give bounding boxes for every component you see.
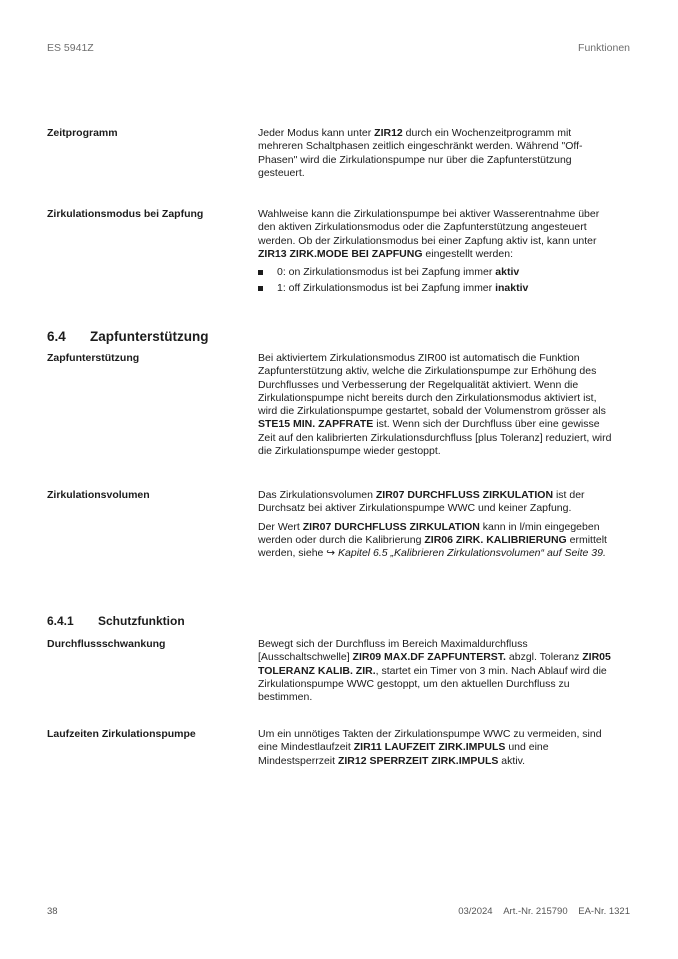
margin-label: Zirkulationsmodus bei Zapfung (47, 208, 204, 220)
paragraph: Bei aktiviertem Zirkulationsmodus ZIR00 ist automatisch die Funktion Zapfunterstützung aktiv, welche die Zirkulationspumpe zur Erhöhung des Durchflusses und Verbesserung der Regelqualität aktiviert. Wenn die Zirkulationspumpe nicht bereits durch den Zirkulationsmodus aktiviert ist, wird die Zirkulationspumpe gestartet, sobald der Volumenstrom grösser als STE15 MIN. ZAPFRATE ist. Wenn sich der Durchfluss über eine gewisse Zeit auf den kalibrierten Zirkulationsdurchfluss [plus Toleranz] reduziert, wird die Zirkulationspumpe wieder gestoppt. (258, 352, 612, 458)
page-header (47, 42, 630, 54)
section-title: Schutzfunktion (98, 614, 185, 628)
section-number: 6.4 (47, 329, 66, 344)
row-zirkulationsmodus (47, 208, 630, 299)
section-number: 6.4.1 (47, 614, 74, 628)
section-title: Zapfunterstützung (90, 329, 209, 344)
footer-ea-number: EA-Nr. 1321 (578, 906, 630, 917)
header-section-title: Funktionen (578, 42, 630, 54)
row-durchflussschwankung (47, 638, 630, 704)
row-content (258, 208, 613, 299)
bullet-square-icon (258, 286, 263, 291)
row-zirkulationsvolumen (47, 489, 630, 560)
margin-label: Zirkulationsvolumen (47, 489, 150, 501)
margin-label: Durchflussschwankung (47, 638, 166, 650)
list-item (258, 266, 613, 279)
section-heading-6-4 (47, 329, 208, 344)
margin-label: Zeitprogramm (47, 127, 118, 139)
footer-date: 03/2024 (458, 906, 493, 917)
margin-label: Zapfunterstützung (47, 352, 140, 364)
section-heading-6-4-1 (47, 614, 185, 628)
footer-article-number: Art.-Nr. 215790 (503, 906, 568, 917)
paragraph: Um ein unnötiges Takten der Zirkulationspumpe WWC zu vermeiden, sind eine Mindestlaufzeit ZIR11 LAUFZEIT ZIRK.IMPULS und eine Mindestsperrzeit ZIR12 SPERRZEIT ZIRK.IMPULS aktiv. (258, 728, 602, 767)
row-content (258, 352, 613, 458)
row-zapfunterstuetzung (47, 352, 630, 458)
list-item (258, 282, 613, 295)
paragraph: Jeder Modus kann unter ZIR12 durch ein Wochenzeitprogramm mit mehreren Schaltphasen zeitlich eingeschränkt werden. Während "Off-Phasen" wird die Zirkulationspumpe nur über die Zapfunterstützung gesteuert. (258, 127, 583, 179)
row-content (258, 489, 613, 560)
row-content (258, 638, 613, 704)
row-content (258, 127, 613, 180)
row-laufzeiten (47, 728, 630, 768)
list-item-text: 1: off Zirkulationsmodus ist bei Zapfung immer inaktiv (277, 282, 529, 295)
footer-right (458, 906, 630, 917)
margin-label: Laufzeiten Zirkulationspumpe (47, 728, 196, 740)
row-zeitprogramm (47, 127, 630, 180)
paragraph-with-crossref: Der Wert ZIR07 DURCHFLUSS ZIRKULATION kann in l/min eingegeben werden oder durch die Kalibrierung ZIR06 ZIRK. KALIBRIERUNG ermittelt werden, siehe ↪ Kapitel 6.5 „Kalibrieren Zirkulationsvolumen“ auf Seite 39. (258, 520, 607, 560)
doc-id: ES 5941Z (47, 42, 94, 54)
bullet-square-icon (258, 270, 263, 275)
paragraph: Bewegt sich der Durchfluss im Bereich Maximaldurchfluss [Ausschaltschwelle] ZIR09 MAX.DF ZAPFUNTERST. abzgl. Toleranz ZIR05 TOLERANZ KALIB. ZIR., startet ein Timer von 3 min. Nach Ablauf wird die Zirkulationspumpe WWC gestoppt, um den aktuellen Durchfluss zu bestimmen. (258, 638, 611, 704)
row-content (258, 728, 613, 768)
list-item-text: 0: on Zirkulationsmodus ist bei Zapfung immer aktiv (277, 266, 520, 279)
paragraph: Das Zirkulationsvolumen ZIR07 DURCHFLUSS ZIRKULATION ist der Durchsatz bei aktiver Zirkulationspumpe WWC und keiner Zapfung. (258, 489, 585, 515)
page-footer (47, 906, 630, 917)
page-number: 38 (47, 906, 58, 917)
paragraph: Wahlweise kann die Zirkulationspumpe bei aktiver Wasserentnahme über den aktiven Zirkulationsmodus oder die Zapfunterstützung angesteuert werden. Ob der Zirkulationsmodus bei einer Zapfung aktiv ist, kann unter ZIR13 ZIRK.MODE BEI ZAPFUNG eingestellt werden: (258, 208, 600, 260)
bullet-list (258, 266, 613, 296)
